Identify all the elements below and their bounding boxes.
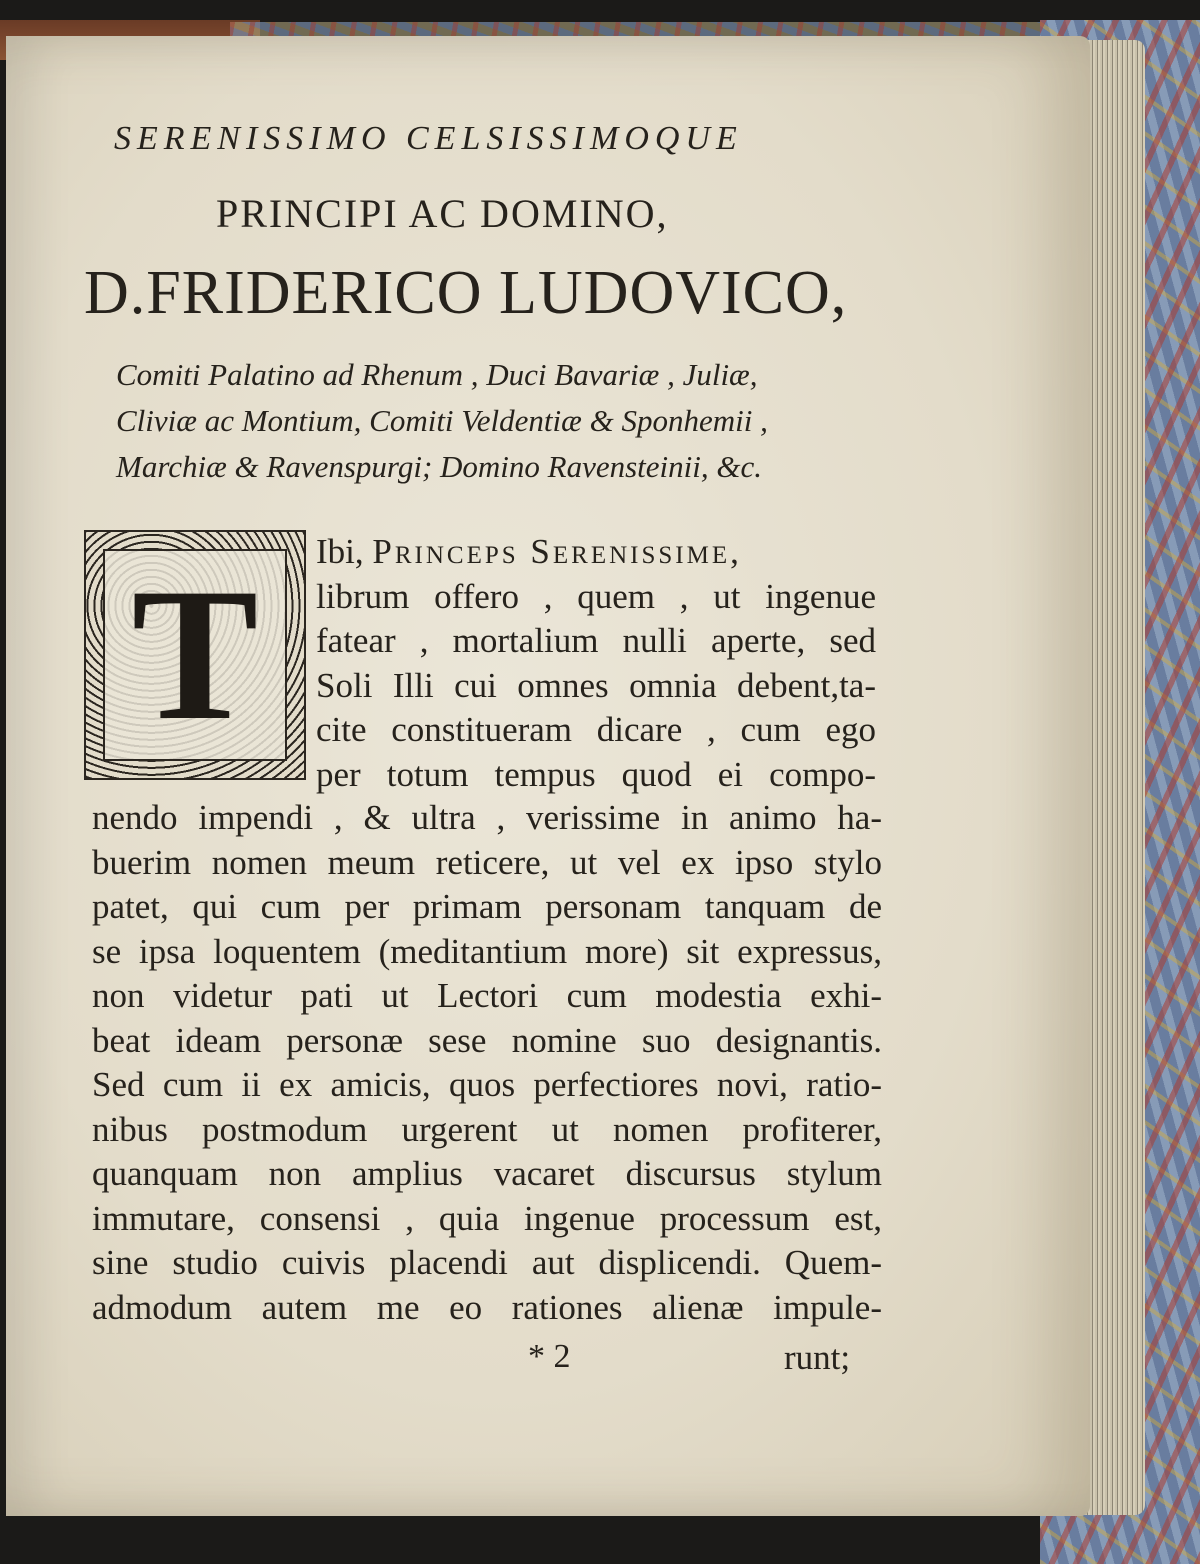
body-line: nendo impendi , & ultra , verissime in animo ha- (92, 798, 882, 837)
book-page (6, 36, 1090, 1516)
body-line: immutare, consensi , quia ingenue processum est, (92, 1198, 882, 1238)
body-line: fatear , mortalium nulli aperte, sed (316, 621, 876, 660)
initial-letter: T (103, 549, 287, 761)
title-line: Marchiæ & Ravenspurgi; Domino Ravensteinii, &c. (116, 449, 763, 484)
dedication-heading-2: PRINCIPI AC DOMINO, (216, 191, 669, 236)
signature-mark: * 2 (528, 1338, 571, 1375)
body-text-top (316, 530, 876, 797)
dedication-heading-3: D.FRIDERICO LUDOVICO, (84, 259, 848, 327)
body-line: beat ideam personæ sese nomine suo designantis. (92, 1020, 882, 1060)
body-line: se ipsa loquentem (meditantium more) sit expressus, (92, 931, 882, 971)
addressee-smallcaps: Princeps Serenissime, (372, 532, 742, 571)
title-line: Comiti Palatino ad Rhenum , Duci Bavariæ , Juliæ, (116, 357, 758, 392)
catchword: runt; (784, 1338, 851, 1377)
body-line-start: Ibi, (316, 532, 373, 571)
body-line: cite constitueram dicare , cum ego (316, 710, 876, 749)
body-line: quanquam non amplius vacaret discursus stylum (92, 1154, 882, 1193)
title-line: Cliviæ ac Montium, Comiti Veldentiæ & Sponhemii , (116, 403, 768, 438)
decorated-initial (84, 530, 306, 780)
body-line: sine studio cuivis placendi aut displicendi. Quem- (92, 1243, 882, 1282)
body-line: per totum tempus quod ei compo- (316, 754, 876, 794)
body-line: buerim nomen meum reticere, ut vel ex ipso stylo (92, 842, 882, 882)
body-line: patet, qui cum per primam personam tanquam de (92, 887, 882, 926)
dedication-heading-1: SERENISSIMO CELSISSIMOQUE (114, 120, 743, 157)
body-line (316, 530, 876, 575)
title-block (116, 352, 886, 490)
body-line: admodum autem me eo rationes alienæ impule- (92, 1287, 882, 1327)
body-line: librum offero , quem , ut ingenue (316, 576, 876, 616)
body-text (92, 796, 882, 1330)
body-line: Soli Illi cui omnes omnia debent,ta- (316, 665, 876, 705)
body-line: nibus postmodum urgerent ut nomen profiterer, (92, 1109, 882, 1149)
body-line: non videtur pati ut Lectori cum modestia exhi- (92, 976, 882, 1015)
body-line: Sed cum ii ex amicis, quos perfectiores novi, ratio- (92, 1065, 882, 1104)
